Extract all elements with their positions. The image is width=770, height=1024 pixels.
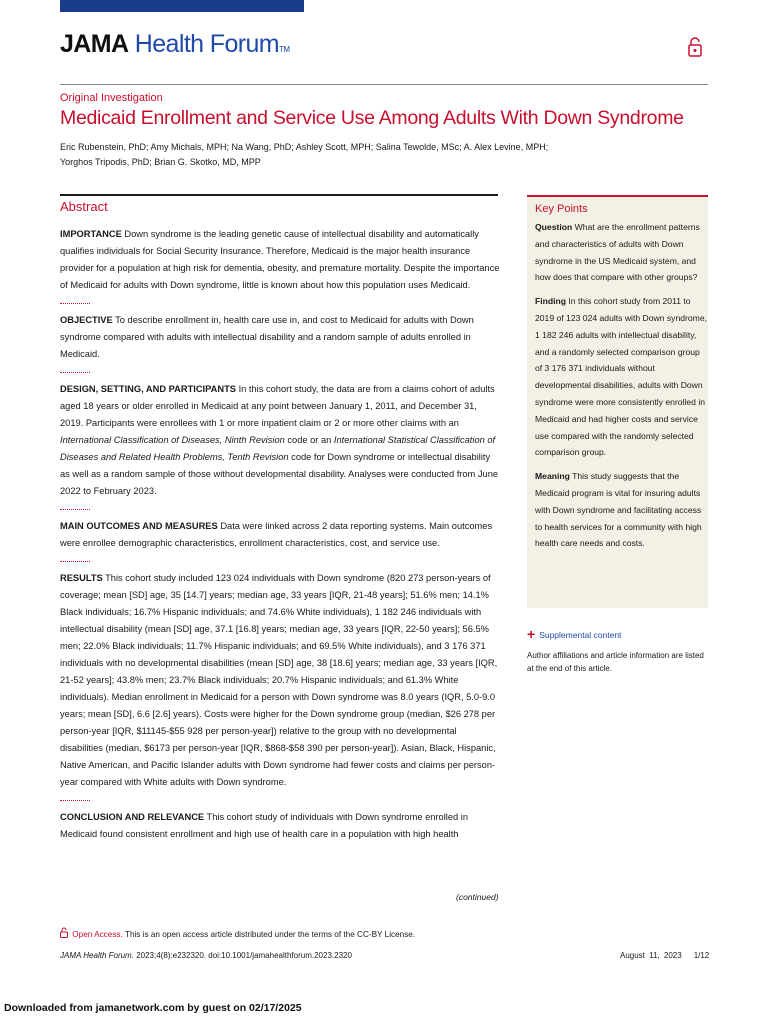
key-points-box xyxy=(527,195,708,608)
footer-citation xyxy=(60,951,352,960)
design-label: DESIGN, SETTING, AND PARTICIPANTS xyxy=(60,384,236,394)
open-access-lock-icon xyxy=(688,36,702,58)
outcomes-label: MAIN OUTCOMES AND MEASURES xyxy=(60,521,218,531)
footer-date: August 11, 2023 xyxy=(620,951,682,960)
key-point-question xyxy=(535,219,707,286)
abstract-importance xyxy=(60,226,500,294)
design-text-2: code or an xyxy=(284,435,334,445)
design-text-1: In this cohort study, the data are from a claims cohort of adults aged 18 years or older enrolled in Medicaid at any point between January 1, 2011, and December 31, 2019. Participants were enrollees with 1 or more inpatient claim or 2 or more other claims with an xyxy=(60,384,495,428)
footer-citation-text: 2023;4(8):e232320. doi:10.1001/jamahealthforum.2023.2320 xyxy=(136,951,352,960)
supplemental-label: Supplemental content xyxy=(539,630,622,640)
section-separator xyxy=(60,800,90,801)
key-points-title: Key Points xyxy=(535,203,588,215)
objective-label: OBJECTIVE xyxy=(60,315,113,325)
section-separator xyxy=(60,561,90,562)
results-label: RESULTS xyxy=(60,573,103,583)
plus-icon: + xyxy=(527,626,536,642)
section-separator xyxy=(60,509,90,510)
abstract-conclusion xyxy=(60,809,500,843)
finding-text: In this cohort study from 2011 to 2019 of 123 024 adults with Down syndrome, 1 182 246 adults with intellectual disability, and a randomly selected comparison group of 3 176 371 individuals without developmental disabilities, adults with Down syndrome were more consistently enrolled in Medicaid and had higher costs and service use compared with the randomly selected comparison group. xyxy=(535,296,707,458)
results-text: This cohort study included 123 024 individuals with Down syndrome (820 273 person-years of coverage; mean [SD] age, 35 [14.7] years; median age, 33 years [IQR, 21-48 years]; 51.6% men; 14.1% Black individuals; 16.7% Hispanic individuals; and 74.6% White individuals), 1 182 246 individuals with intellectual disability (mean [SD] age, 37.1 [16.8] years; median age, 33 years [IQR, 22-50 years]; 56.5% men; 22.0% Black individuals; 11.7% Hispanic individuals; and 69.5% White individuals), and 3 176 371 individuals with no developmental disabilities (mean [SD] age, 38 [18.6] years; median age, 33 years [IQR, 21-52 years]; 43.8% men; 23.7% Black individuals; 20.7% Hispanic individuals; and 61.3% White individuals). Median enrollment in Medicaid for a person with Down syndrome was 8.0 years (IQR, 5.0-9.0 years; mean [SD], 6.6 [2.6] years). Costs were higher for the Down syndrome group (median, $26 278 per person-year [IQR, $11145-$55 928 per person-year]) relative to the group with no developmental disabilities (median, $6173 per person-year [IQR, $868-$58 390 per person-year]). Asian, Black, Hispanic, Native American, and Pacific Islander adults with Down syndrome had fewer costs and claims per person-year compared with White adults with Down syndrome. xyxy=(60,573,498,787)
abstract-rule xyxy=(60,194,498,196)
key-points-body xyxy=(535,219,707,559)
meaning-label: Meaning xyxy=(535,471,570,482)
top-brand-bar xyxy=(60,0,304,12)
abstract-objective xyxy=(60,312,500,363)
article-type: Original Investigation xyxy=(60,92,163,104)
supplemental-content-link[interactable] xyxy=(527,626,621,642)
article-title: Medicaid Enrollment and Service Use Among Adults With Down Syndrome xyxy=(60,107,684,129)
icd10-name: International Statistical Classification of Diseases and Related Health Problems, Tenth Revision xyxy=(60,435,496,462)
abstract-body xyxy=(60,226,500,843)
author-list: Eric Rubenstein, PhD; Amy Michals, MPH; Na Wang, PhD; Ashley Scott, MPH; Salina Tewolde, MSc; A. Alex Levine, MPH; Yorghos Tripodis, PhD; Brian G. Skotko, MD, MPP xyxy=(60,142,549,167)
open-access-lock-icon xyxy=(60,927,68,938)
question-label: Question xyxy=(535,222,573,232)
importance-text: Down syndrome is the leading genetic cause of intellectual disability and automatically qualifies individuals for Social Security Insurance. Therefore, Medicaid is the major health insurance provider for a population at high risk for dementia, obesity, and premature mortality. Despite the importance of Medicaid for adults with Down syndrome, little is known about how this population uses Medicaid. xyxy=(60,229,500,290)
finding-label: Finding xyxy=(535,296,567,307)
section-separator xyxy=(60,372,90,373)
logo-jama: JAMA xyxy=(60,30,129,58)
footer-date-page xyxy=(620,951,709,960)
outcomes-text: Data were linked across 2 data reporting systems. Main outcomes were enrollee demographic characteristics, enrollment characteristics, cost, and service use. xyxy=(60,521,493,548)
design-text-3: code for Down syndrome or intellectual disability as well as a random sample of those without developmental disability. Analyses were conducted from June 2022 to February 2023. xyxy=(60,452,499,496)
footer-journal-name: JAMA Health Forum. xyxy=(60,951,134,960)
affiliations-note: Author affiliations and article information are listed at the end of this article. xyxy=(527,651,704,673)
open-access-link[interactable]: Open Access. xyxy=(72,930,123,939)
question-text: What are the enrollment patterns and characteristics of adults with Down syndrome in the US Medicaid system, and how does that compare with other groups? xyxy=(535,222,700,283)
logo-health-forum: Health Forum xyxy=(134,30,280,58)
open-access-line xyxy=(60,927,415,939)
open-access-text: This is an open access article distributed under the terms of the CC-BY License. xyxy=(124,930,416,939)
section-separator xyxy=(60,303,90,304)
objective-text: To describe enrollment in, health care use in, and cost to Medicaid for adults with Down syndrome compared with adults with intellectual disability and a random sample of adults enrolled in Medicaid. xyxy=(60,315,474,359)
logo-tm: TM xyxy=(279,45,290,54)
meaning-text: This study suggests that the Medicaid program is vital for insuring adults with Down syndrome and facilitating access to health services for a community with high health care needs and costs. xyxy=(535,471,702,549)
icd9-name: International Classification of Diseases, Ninth Revision xyxy=(60,435,285,445)
abstract-outcomes xyxy=(60,518,500,552)
abstract-results xyxy=(60,570,500,791)
abstract-design xyxy=(60,381,500,500)
page-number: 1/12 xyxy=(693,951,710,960)
abstract-heading: Abstract xyxy=(60,199,108,214)
key-point-meaning xyxy=(535,468,707,552)
conclusion-text: This cohort study of individuals with Down syndrome enrolled in Medicaid found consistent enrollment and high use of health care in a population with high health xyxy=(60,812,469,839)
importance-label: IMPORTANCE xyxy=(60,229,122,239)
header-divider xyxy=(60,84,708,85)
conclusion-label: CONCLUSION AND RELEVANCE xyxy=(60,812,205,822)
download-stamp: Downloaded from jamanetwork.com by guest on 02/17/2025 xyxy=(4,1002,302,1014)
journal-logo[interactable] xyxy=(60,30,289,59)
continued-note: (continued) xyxy=(456,892,499,902)
key-point-finding xyxy=(535,293,707,461)
